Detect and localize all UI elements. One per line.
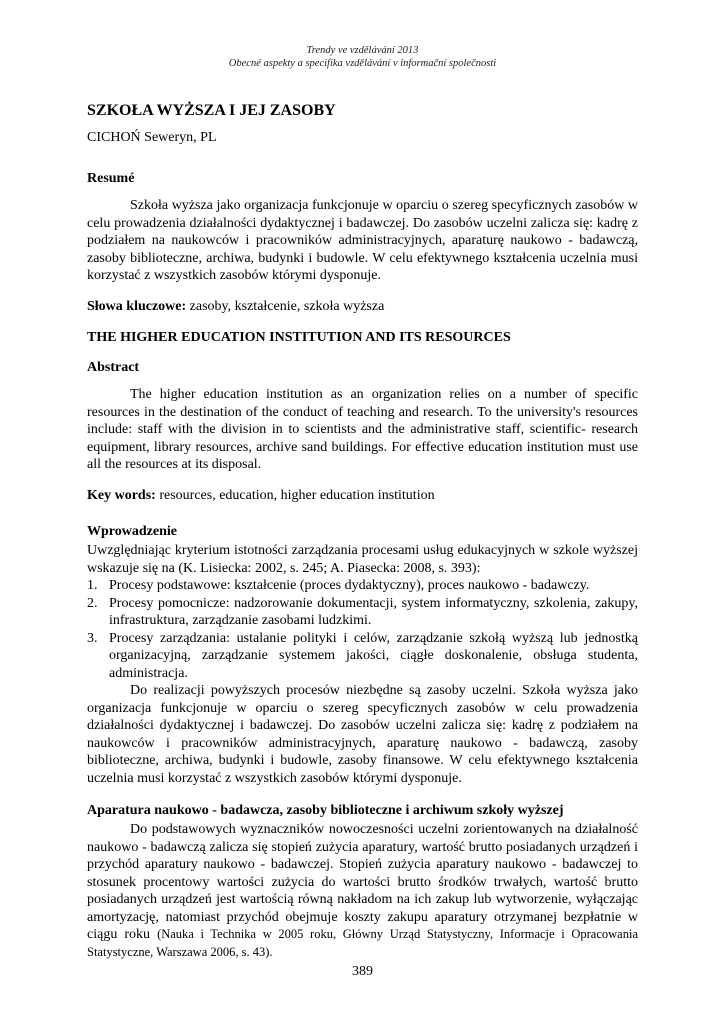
keywords-en-values: resources, education, higher education institution [155, 487, 435, 503]
resume-text: Szkoła wyższa jako organizacja funkcjonuje w oparciu o szereg specyficznych zasobów w celu prowadzenia działalności dydaktycznej i badawczej. Do zasobów uczelni zalicza się: kadrę z podziałem na naukowców i pracowników administracyjnych, aparaturę naukowo - badawczą, zasoby biblioteczne, archiwa, budynki i budowle. W celu efektywnego kształcenia uczelnia musi korzystać z wszystkich zasobów którymi dysponuje. [87, 198, 638, 283]
abstract-heading: Abstract [87, 360, 140, 375]
keywords-en-label: Key words: [87, 487, 156, 503]
section-2-text: Do podstawowych wyznaczników nowoczesności uczelni zorientowanych na działalność naukowo - badawczą zalicza się stopień zużycia aparatury, wartość brutto posiadanych urządzeń i przychód aparatury naukowo - badawczej. Stopień zużycia aparatury naukowo - badawczej to stosunek procentowy wartości zużycia do wartości brutto środków trwałych, wartość brutto posiadanych urządzeń jest wartością równą nakładom na ich zakup lub wytworzenie, wyłączając amortyzację, natomiast przychód obejmuje koszty zakupu aparatury otrzymanej bezpłatnie w ciągu roku (Nauka i Technika w 2005 roku, Główny Urząd Statystyczny, Informacje i Opracowania Statystyczne, Warszawa 2006, s. 43). [87, 822, 639, 959]
section-2-heading: Aparatura naukowo - badawcza, zasoby biblioteczne i archiwum szkoły wyższej [87, 803, 564, 818]
intro-list [87, 577, 638, 682]
english-title: THE HIGHER EDUCATION INSTITUTION AND ITS RESOURCES [87, 330, 511, 345]
page-number: 389 [352, 964, 373, 979]
list-item: 2. Procesy pomocnicze: nadzorowanie dokumentacji, system informatyczny, szkolenia, zakupy, infrastruktura, zarządzanie zasobami ludzkimi. [87, 595, 638, 628]
header-line-1: Trendy ve vzdělávání 2013 [306, 45, 419, 56]
section-2-citation: (Nauka i Technika w 2005 roku, Główny Urząd Statystyczny, Informacje i Opracowania Statystyczne, Warszawa 2006, s. 43). [87, 927, 639, 959]
keywords-pl-label: Słowa kluczowe: [87, 298, 187, 314]
paper-authors: CICHOŃ Seweryn, PL [87, 130, 217, 145]
keywords-pl [87, 298, 638, 316]
resume-heading: Resumé [87, 171, 135, 186]
intro-paragraph-2: Do realizacji powyższych procesów niezbędne są zasoby uczelni. Szkoła wyższa jako organizacja funkcjonuje w oparciu o szereg specyficznych zasobów w celu prowadzenia działalności dydaktycznej i badawczej. Do zasobów uczelni zalicza się: kadrę z podziałem na naukowców i pracowników administracyjnych, aparaturę naukowo - badawczą, zasoby biblioteczne, archiwa, budynki i budowle, zasoby finansowe. W celu efektywnego kształcenia uczelnia musi korzystać z wszystkich zasobów którymi dysponuje. [87, 683, 638, 786]
paper-title: SZKOŁA WYŻSZA I JEJ ZASOBY [87, 102, 336, 119]
paper-body [87, 101, 638, 961]
abstract-text: The higher education institution as an organization relies on a number of specific resources in the destination of the conduct of teaching and research. To the university's resources include: staff with the division in to scientists and the administrative staff, scientific- research equipment, library resources, archive sand buildings. For effective education institution must use all the resources at its disposal. [87, 387, 638, 472]
list-item: 1. Procesy podstawowe: kształcenie (proces dydaktyczny), proces naukowo - badawczy. [87, 578, 590, 593]
intro-lead: Uwzględniając kryterium istotności zarządzania procesami usług edukacyjnych w szkole wyższej wskazuje się na (K. Lisiecka: 2002, s. 245; A. Piasecka: 2008, s. 393): [87, 543, 638, 576]
keywords-pl-values: zasoby, kształcenie, szkoła wyższa [186, 298, 385, 314]
keywords-en [87, 487, 638, 505]
list-item: 3. Procesy zarządzania: ustalanie polityki i celów, zarządzanie szkołą wyższą lub jednostką organizacyjną, zarządzanie systemem jakości, ciągłe doskonalenie, obsługa studenta, administracja. [87, 630, 638, 681]
running-header [0, 44, 725, 70]
header-line-2: Obecné aspekty a specifika vzdělávání v informační společnosti [228, 58, 497, 69]
intro-heading: Wprowadzenie [87, 524, 177, 539]
